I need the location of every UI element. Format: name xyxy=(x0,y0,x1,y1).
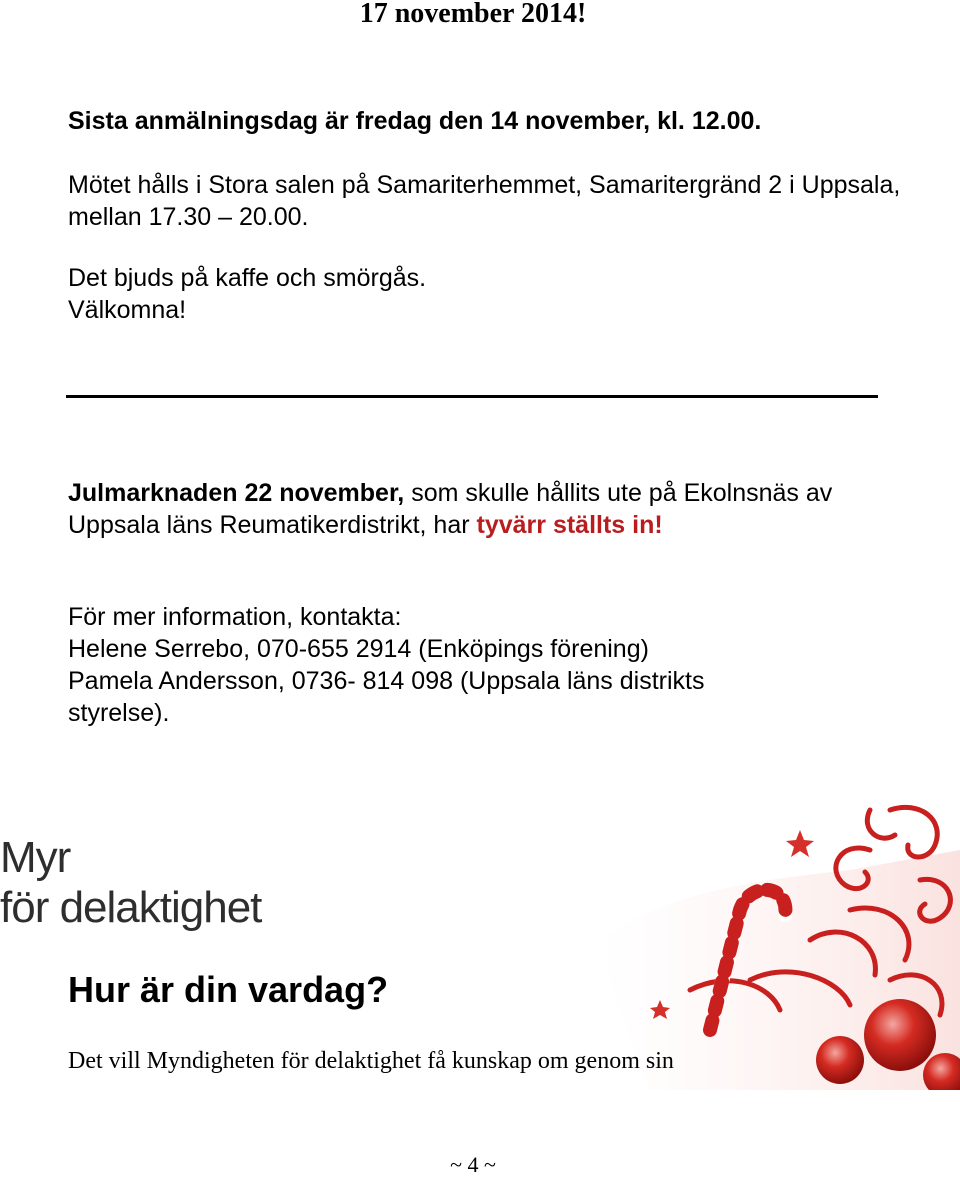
christmas-decoration xyxy=(590,790,960,1090)
logo-line-2: för delaktighet xyxy=(0,883,262,932)
page-heading: 17 november 2014! xyxy=(359,0,587,29)
deadline-text: Sista anmälningsdag är fredag den 14 november, kl. 12.00. xyxy=(68,107,762,135)
contact-block xyxy=(68,601,928,729)
venue-text: Mötet hålls i Stora salen på Samariterhemmet, Samaritergränd 2 i Uppsala, mellan 17.30 – 20.00. xyxy=(68,171,901,231)
question-text: Det vill Myndigheten för delaktighet få kunskap om genom sin xyxy=(68,1048,674,1074)
contact-intro: För mer information, kontakta: xyxy=(68,603,402,631)
contact-person-2-cont: styrelse). xyxy=(68,699,170,727)
question-heading: Hur är din vardag? xyxy=(68,969,389,1010)
agency-logo xyxy=(0,833,261,933)
contact-person-1: Helene Serrebo, 070-655 2914 (Enköpings förening) xyxy=(68,635,649,663)
coffee-text: Det bjuds på kaffe och smörgås. xyxy=(68,264,427,292)
market-bold-text: Julmarknaden 22 november, xyxy=(68,479,405,507)
market-cancelled-text: tyvärr ställts in! xyxy=(476,511,663,539)
market-body-text: som skulle hållits ute på Ekolnsnäs av Uppsala läns Reumatikerdistrikt, har xyxy=(68,479,833,539)
divider-line xyxy=(66,395,878,398)
logo-line-1: Myr xyxy=(0,833,71,882)
page-number: ~ 4 ~ xyxy=(450,1152,496,1177)
ornament-ball-large xyxy=(864,999,936,1071)
market-notice xyxy=(68,477,918,541)
ornament-ball-small xyxy=(816,1036,864,1084)
contact-person-2: Pamela Andersson, 0736- 814 098 (Uppsala läns distrikts xyxy=(68,667,705,695)
welcome-text: Välkomna! xyxy=(68,296,187,324)
